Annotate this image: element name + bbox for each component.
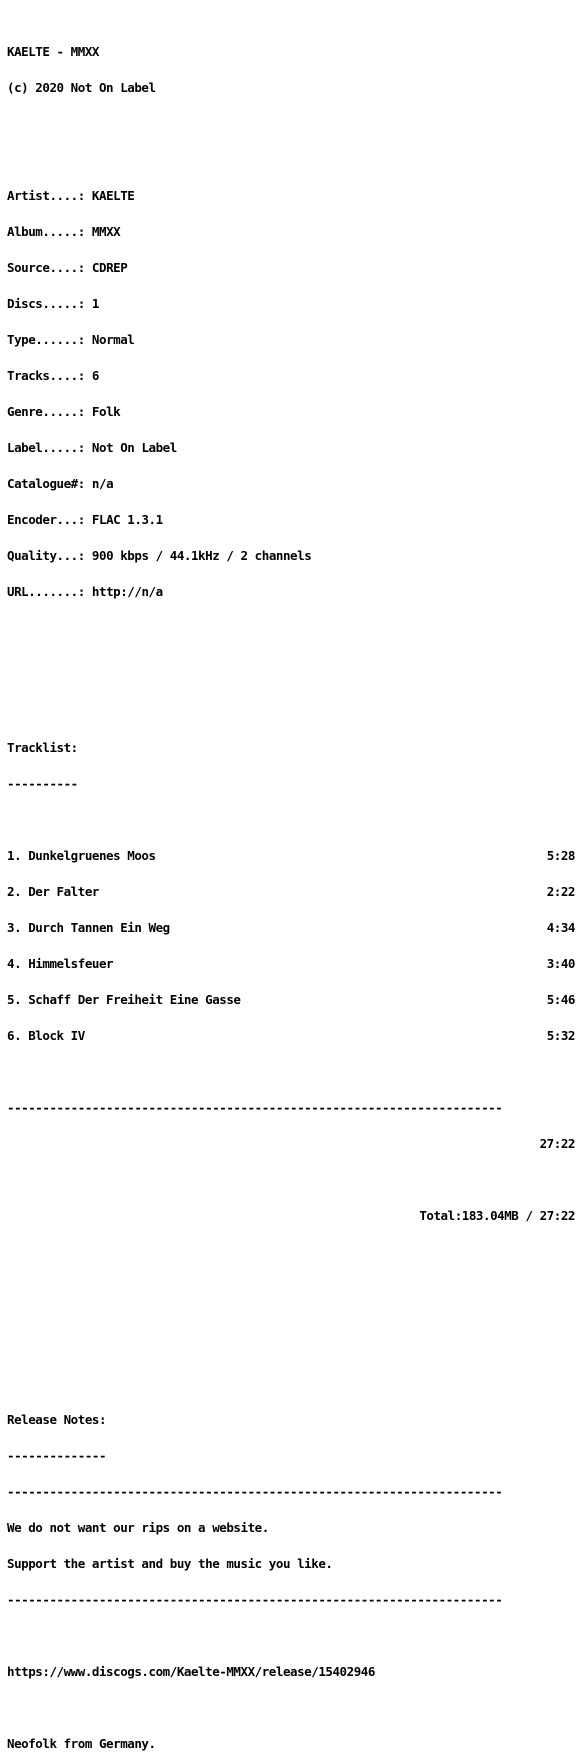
tracklist-underline: ---------- [7, 776, 78, 791]
release-notes-heading: Release Notes: [7, 1412, 107, 1427]
track-title: 2. Der Falter [7, 884, 99, 899]
copyright-line: (c) 2020 Not On Label [7, 80, 156, 95]
track-duration: 5:28 [546, 848, 575, 863]
tracklist [7, 826, 577, 1066]
blank-line [7, 118, 577, 130]
track-title: 6. Block IV [7, 1028, 85, 1043]
blank-line [7, 1258, 577, 1270]
blank-line [7, 1630, 577, 1642]
track-row [7, 886, 575, 898]
info-row-album: Album.....: MMXX [7, 224, 121, 239]
blank-line [7, 1366, 577, 1378]
tracklist-heading: Tracklist: [7, 740, 78, 755]
track-duration: 5:32 [546, 1028, 575, 1043]
track-duration: 4:34 [546, 920, 575, 935]
info-row-artist: Artist....: KAELTE [7, 188, 135, 203]
info-block [7, 166, 577, 622]
track-row [7, 958, 575, 970]
track-row [7, 922, 575, 934]
total-duration: 27:22 [539, 1136, 575, 1151]
track-title: 1. Dunkelgruenes Moos [7, 848, 156, 863]
info-row-source: Source....: CDREP [7, 260, 128, 275]
release-notes-rule-top: ---------------------------------------------------------------------- [7, 1484, 503, 1499]
track-title: 4. Himmelsfeuer [7, 956, 114, 971]
track-title: 5. Schaff Der Freiheit Eine Gasse [7, 992, 241, 1007]
info-row-quality: Quality...: 900 kbps / 44.1kHz / 2 channels [7, 548, 312, 563]
track-title: 3. Durch Tannen Ein Weg [7, 920, 170, 935]
release-note-line: Support the artist and buy the music you like. [7, 1556, 333, 1571]
blank-line [7, 1294, 577, 1306]
total-size-line: Total:183.04MB / 27:22 [419, 1208, 575, 1223]
album-title-line: KAELTE - MMXX [7, 44, 99, 59]
info-row-url: URL.......: http://n/a [7, 584, 163, 599]
info-row-encoder: Encoder...: FLAC 1.3.1 [7, 512, 163, 527]
track-duration: 3:40 [546, 956, 575, 971]
release-notes-rule-bottom: ---------------------------------------------------------------------- [7, 1592, 503, 1607]
info-row-discs: Discs.....: 1 [7, 296, 99, 311]
discogs-url: https://www.discogs.com/Kaelte-MMXX/release/15402946 [7, 1664, 375, 1679]
release-note-line: We do not want our rips on a website. [7, 1520, 269, 1535]
track-row [7, 1030, 575, 1042]
tracklist-rule: ---------------------------------------------------------------------- [7, 1100, 503, 1115]
track-row [7, 850, 575, 862]
info-row-catalogue: Catalogue#: n/a [7, 476, 114, 491]
track-row [7, 994, 575, 1006]
track-duration: 2:22 [546, 884, 575, 899]
info-row-label: Label.....: Not On Label [7, 440, 177, 455]
blank-line [7, 1330, 577, 1342]
info-row-tracks: Tracks....: 6 [7, 368, 99, 383]
info-row-genre: Genre.....: Folk [7, 404, 121, 419]
blank-line [7, 658, 577, 670]
release-notes-underline: -------------- [7, 1448, 107, 1463]
info-row-type: Type......: Normal [7, 332, 135, 347]
track-duration: 5:46 [546, 992, 575, 1007]
blank-line [7, 1702, 577, 1714]
description-line: Neofolk from Germany. [7, 1736, 156, 1751]
nfo-document [7, 22, 577, 1762]
blank-line [7, 694, 577, 706]
blank-line [7, 1174, 577, 1186]
